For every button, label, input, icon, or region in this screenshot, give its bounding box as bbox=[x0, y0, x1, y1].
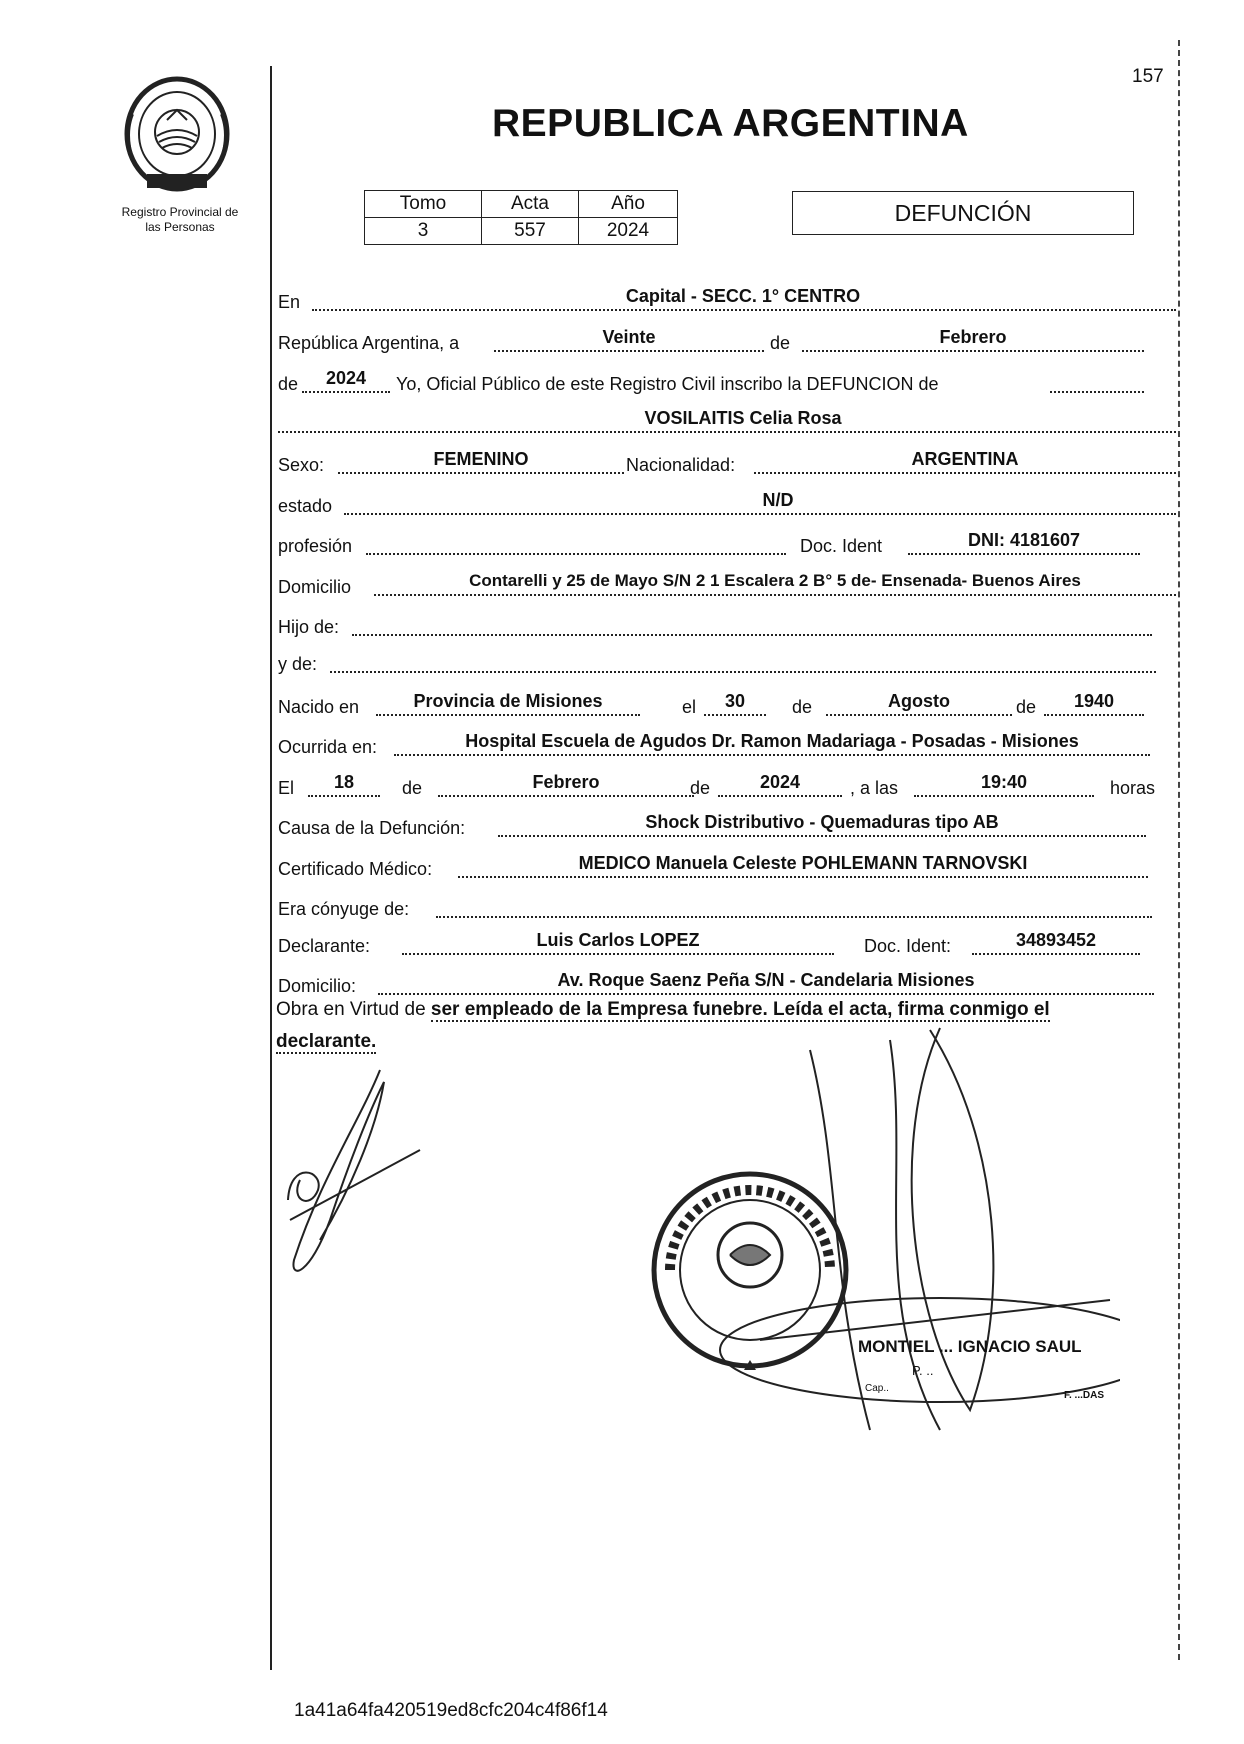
header-tomo: Tomo bbox=[365, 191, 482, 218]
dotted-line bbox=[366, 553, 786, 555]
dotted-line bbox=[458, 876, 1148, 878]
label-el: El bbox=[278, 778, 295, 798]
value-birth-day: 30 bbox=[724, 691, 746, 711]
dotted-line bbox=[914, 795, 1094, 797]
right-edge-rule bbox=[1178, 40, 1181, 1660]
label-domicilio: Domicilio: bbox=[278, 976, 357, 996]
value-day-word: Veinte bbox=[602, 327, 656, 347]
dotted-line bbox=[374, 594, 1176, 596]
dotted-line bbox=[344, 513, 1176, 515]
value-death-year: 2024 bbox=[759, 772, 801, 792]
value-sexo: FEMENINO bbox=[433, 449, 529, 469]
stamp-line1: P. .. bbox=[912, 1363, 934, 1378]
dotted-line bbox=[308, 795, 380, 797]
value-birth-month: Agosto bbox=[888, 691, 950, 711]
page-title: REPUBLICA ARGENTINA bbox=[492, 102, 969, 145]
label-a-las: , a las bbox=[850, 778, 899, 798]
dotted-line bbox=[436, 916, 1152, 918]
label-doc-ident: Doc. Ident: bbox=[864, 936, 952, 956]
label-el: el bbox=[682, 697, 697, 717]
stamp-officer-name: MONTIEL ... IGNACIO SAUL bbox=[858, 1337, 1082, 1356]
label-en: En bbox=[278, 292, 301, 312]
value-cause-of-death: Shock Distributivo - Quemaduras tipo AB bbox=[645, 812, 999, 832]
label-nacionalidad: Nacionalidad: bbox=[626, 455, 736, 475]
value-doc-ident: DNI: 4181607 bbox=[967, 530, 1081, 550]
value-estado: N/D bbox=[762, 490, 794, 510]
dotted-line bbox=[1050, 391, 1144, 393]
page-number: 157 bbox=[1132, 66, 1164, 87]
official-stamp bbox=[640, 1020, 1120, 1440]
dotted-line bbox=[802, 350, 1144, 352]
value-year: 2024 bbox=[325, 368, 367, 388]
record-table-value-row bbox=[365, 218, 678, 245]
label-de: de bbox=[792, 697, 813, 717]
value-place-of-death: Hospital Escuela de Agudos Dr. Ramon Madariaga - Posadas - Misiones bbox=[465, 731, 1079, 751]
value-medical-certificate: MEDICO Manuela Celeste POHLEMANN TARNOVSKI bbox=[578, 853, 1028, 873]
label-republica: República Argentina, a bbox=[278, 333, 460, 353]
left-margin-rule bbox=[270, 66, 272, 1670]
dotted-line bbox=[754, 472, 1176, 474]
province-seal-logo bbox=[122, 74, 232, 194]
label-de: de bbox=[1016, 697, 1037, 717]
dotted-line bbox=[908, 553, 1140, 555]
label-causa: Causa de la Defunción: bbox=[278, 818, 466, 838]
label-obra: Obra en Virtud de bbox=[276, 999, 431, 1020]
document-hash: 1a41a64fa420519ed8cfc204c4f86f14 bbox=[294, 1700, 608, 1721]
record-table bbox=[364, 190, 678, 245]
value-acta: 557 bbox=[482, 218, 579, 245]
label-horas: horas bbox=[1110, 778, 1156, 798]
value-declarant-name: Luis Carlos LOPEZ bbox=[536, 930, 700, 950]
dotted-line bbox=[498, 835, 1146, 837]
dotted-line bbox=[718, 795, 842, 797]
value-death-day: 18 bbox=[333, 772, 355, 792]
label-sexo: Sexo: bbox=[278, 455, 325, 475]
label-declarante: Declarante: bbox=[278, 936, 371, 956]
label-yo: Yo, Oficial Público de este Registro Civil inscribo la DEFUNCION de bbox=[396, 374, 939, 394]
label-de: de bbox=[690, 778, 711, 798]
value-place: Capital - SECC. 1° CENTRO bbox=[625, 286, 861, 306]
value-tomo: 3 bbox=[365, 218, 482, 245]
registry-line1: Registro Provincial de bbox=[121, 205, 239, 219]
value-death-time: 19:40 bbox=[980, 772, 1028, 792]
label-de: de bbox=[770, 333, 791, 353]
dotted-line bbox=[338, 472, 624, 474]
dotted-line bbox=[394, 754, 1150, 756]
dotted-line bbox=[494, 350, 764, 352]
value-birth-year: 1940 bbox=[1073, 691, 1115, 711]
value-month: Febrero bbox=[939, 327, 1007, 347]
dotted-line bbox=[826, 714, 1012, 716]
dotted-line bbox=[302, 391, 390, 393]
label-domicilio: Domicilio bbox=[278, 577, 352, 597]
document-type-box: DEFUNCIÓN bbox=[792, 191, 1134, 235]
declarant-signature bbox=[280, 1060, 440, 1300]
header-ano: Año bbox=[579, 191, 678, 218]
dotted-line bbox=[312, 309, 1176, 311]
value-declarant-address: Av. Roque Saenz Peña S/N - Candelaria Misiones bbox=[557, 970, 975, 990]
dotted-line bbox=[1044, 714, 1144, 716]
stamp-line3: F. ...DAS bbox=[1064, 1390, 1105, 1401]
label-profesion: profesión bbox=[278, 536, 353, 556]
label-yde: y de: bbox=[278, 654, 318, 674]
dotted-line bbox=[438, 795, 694, 797]
value-obra-end: declarante. bbox=[276, 1031, 377, 1052]
stamp-line2: Cap.. bbox=[865, 1383, 889, 1394]
value-ano: 2024 bbox=[579, 218, 678, 245]
label-nacido: Nacido en bbox=[278, 697, 360, 717]
label-de: de bbox=[402, 778, 423, 798]
record-table-header-row bbox=[365, 191, 678, 218]
registry-line2: las Personas bbox=[145, 220, 215, 234]
dotted-line bbox=[352, 634, 1152, 636]
value-birthplace: Provincia de Misiones bbox=[413, 691, 603, 711]
label-conyuge: Era cónyuge de: bbox=[278, 899, 410, 919]
value-obra: ser empleado de la Empresa funebre. Leída el acta, firma conmigo el bbox=[430, 999, 1050, 1020]
dotted-line bbox=[704, 714, 766, 716]
registry-name bbox=[100, 205, 260, 235]
value-deceased-name: VOSILAITIS Celia Rosa bbox=[644, 408, 842, 428]
label-doc-ident: Doc. Ident bbox=[800, 536, 883, 556]
value-declarant-doc: 34893452 bbox=[1015, 930, 1097, 950]
value-nacionalidad: ARGENTINA bbox=[911, 449, 1019, 469]
label-certificado: Certificado Médico: bbox=[278, 859, 433, 879]
dotted-line bbox=[376, 714, 640, 716]
dotted-line bbox=[972, 953, 1140, 955]
header-acta: Acta bbox=[482, 191, 579, 218]
dotted-line bbox=[402, 953, 834, 955]
label-ocurrida: Ocurrida en: bbox=[278, 737, 378, 757]
value-death-month: Febrero bbox=[532, 772, 600, 792]
label-de: de bbox=[278, 374, 299, 394]
value-domicilio: Contarelli y 25 de Mayo S/N 2 1 Escalera 2 B° 5 de- Ensenada- Buenos Aires bbox=[469, 571, 1081, 590]
label-hijo: Hijo de: bbox=[278, 617, 340, 637]
dotted-line bbox=[330, 671, 1156, 673]
label-estado: estado bbox=[278, 496, 333, 516]
dotted-line bbox=[278, 431, 1176, 433]
